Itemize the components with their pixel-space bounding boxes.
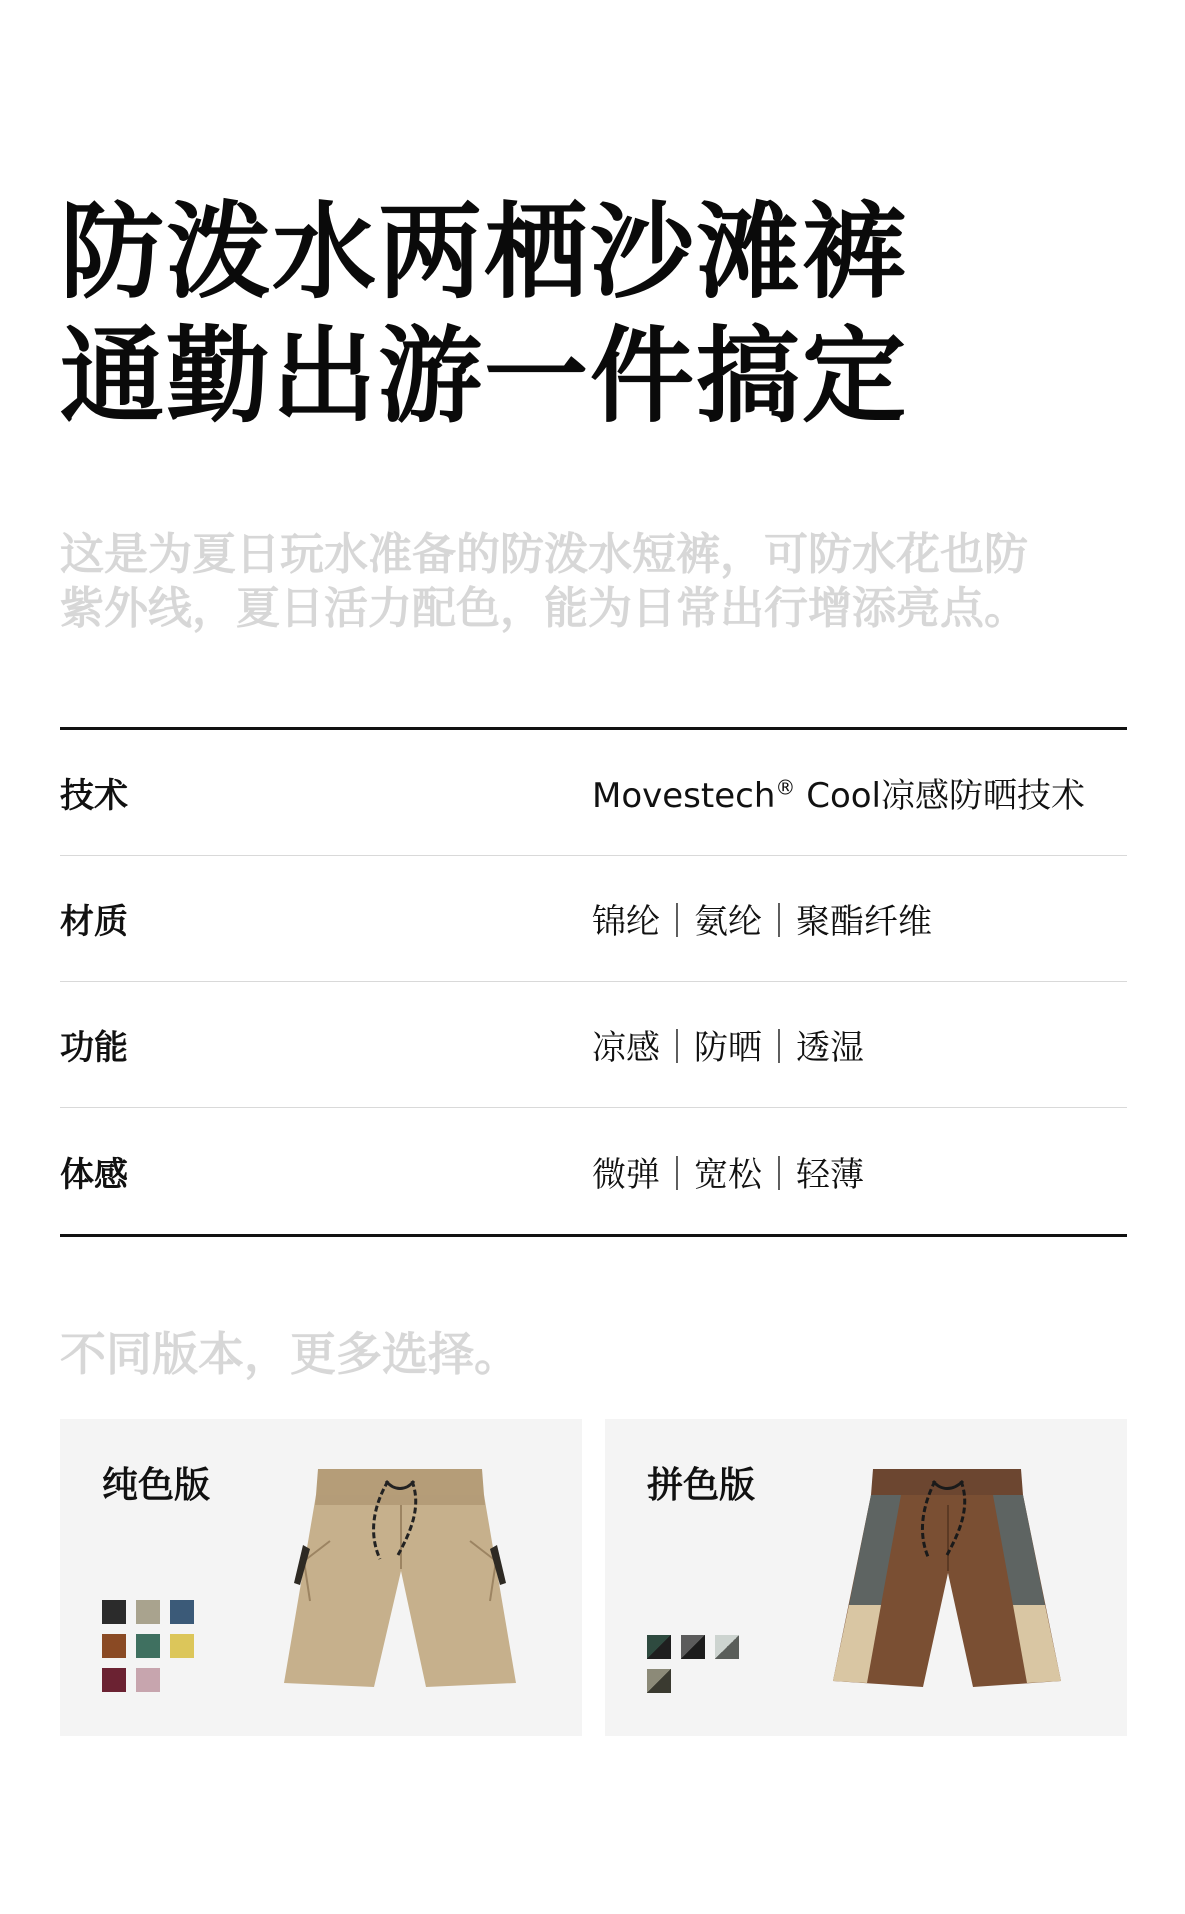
color-swatch[interactable] bbox=[715, 1635, 739, 1659]
registered-mark: ® bbox=[775, 775, 796, 800]
spec-value: 凉感｜防晒｜透湿 bbox=[592, 1028, 864, 1068]
version-title: 拼色版 bbox=[647, 1465, 756, 1506]
spec-row-technology bbox=[60, 730, 1127, 856]
color-swatch[interactable] bbox=[170, 1600, 194, 1624]
color-swatch[interactable] bbox=[170, 1634, 194, 1658]
intro-line-2: 紫外线，夏日活力配色，能为日常出行增添亮点。 bbox=[60, 583, 1028, 634]
spec-label: 功能 bbox=[60, 1028, 128, 1068]
color-swatch[interactable] bbox=[136, 1600, 160, 1624]
intro-text bbox=[60, 528, 1140, 636]
spec-label: 材质 bbox=[60, 902, 128, 942]
version-card-solid[interactable] bbox=[60, 1419, 582, 1736]
spec-value: 微弹｜宽松｜轻薄 bbox=[592, 1154, 864, 1195]
color-swatch[interactable] bbox=[681, 1635, 705, 1659]
intro-line-1: 这是为夏日玩水准备的防泼水短裤，可防水花也防 bbox=[60, 529, 1028, 580]
color-swatch[interactable] bbox=[647, 1635, 671, 1659]
spec-row-material bbox=[60, 856, 1127, 982]
page-headline bbox=[60, 190, 1140, 438]
headline-line-1: 防泼水两栖沙滩裤 bbox=[60, 191, 909, 313]
version-card-color-block[interactable] bbox=[605, 1419, 1127, 1736]
color-swatch[interactable] bbox=[136, 1634, 160, 1658]
spec-label: 体感 bbox=[60, 1154, 128, 1195]
version-title: 纯色版 bbox=[102, 1465, 211, 1506]
color-swatch[interactable] bbox=[647, 1669, 671, 1693]
tech-name: Cool凉感防晒技术 bbox=[795, 776, 1085, 816]
spec-label: 技术 bbox=[60, 776, 128, 816]
color-swatch[interactable] bbox=[102, 1600, 126, 1624]
color-swatch[interactable] bbox=[102, 1634, 126, 1658]
spec-value: 锦纶｜氨纶｜聚酯纤维 bbox=[592, 902, 932, 942]
color-swatch[interactable] bbox=[136, 1668, 160, 1692]
headline-line-2: 通勤出游一件搞定 bbox=[60, 315, 909, 437]
spec-row-feel bbox=[60, 1108, 1127, 1234]
tech-brand: Movestech bbox=[592, 776, 776, 816]
color-swatches bbox=[102, 1600, 194, 1692]
spec-value bbox=[592, 768, 1085, 817]
color-block-shorts-image bbox=[815, 1455, 1075, 1691]
versions-heading: 不同版本，更多选择。 bbox=[60, 1327, 520, 1381]
spec-row-function bbox=[60, 982, 1127, 1108]
color-swatches bbox=[647, 1635, 739, 1693]
solid-shorts-image bbox=[270, 1451, 530, 1691]
spec-table bbox=[60, 727, 1127, 1237]
color-swatch[interactable] bbox=[102, 1668, 126, 1692]
